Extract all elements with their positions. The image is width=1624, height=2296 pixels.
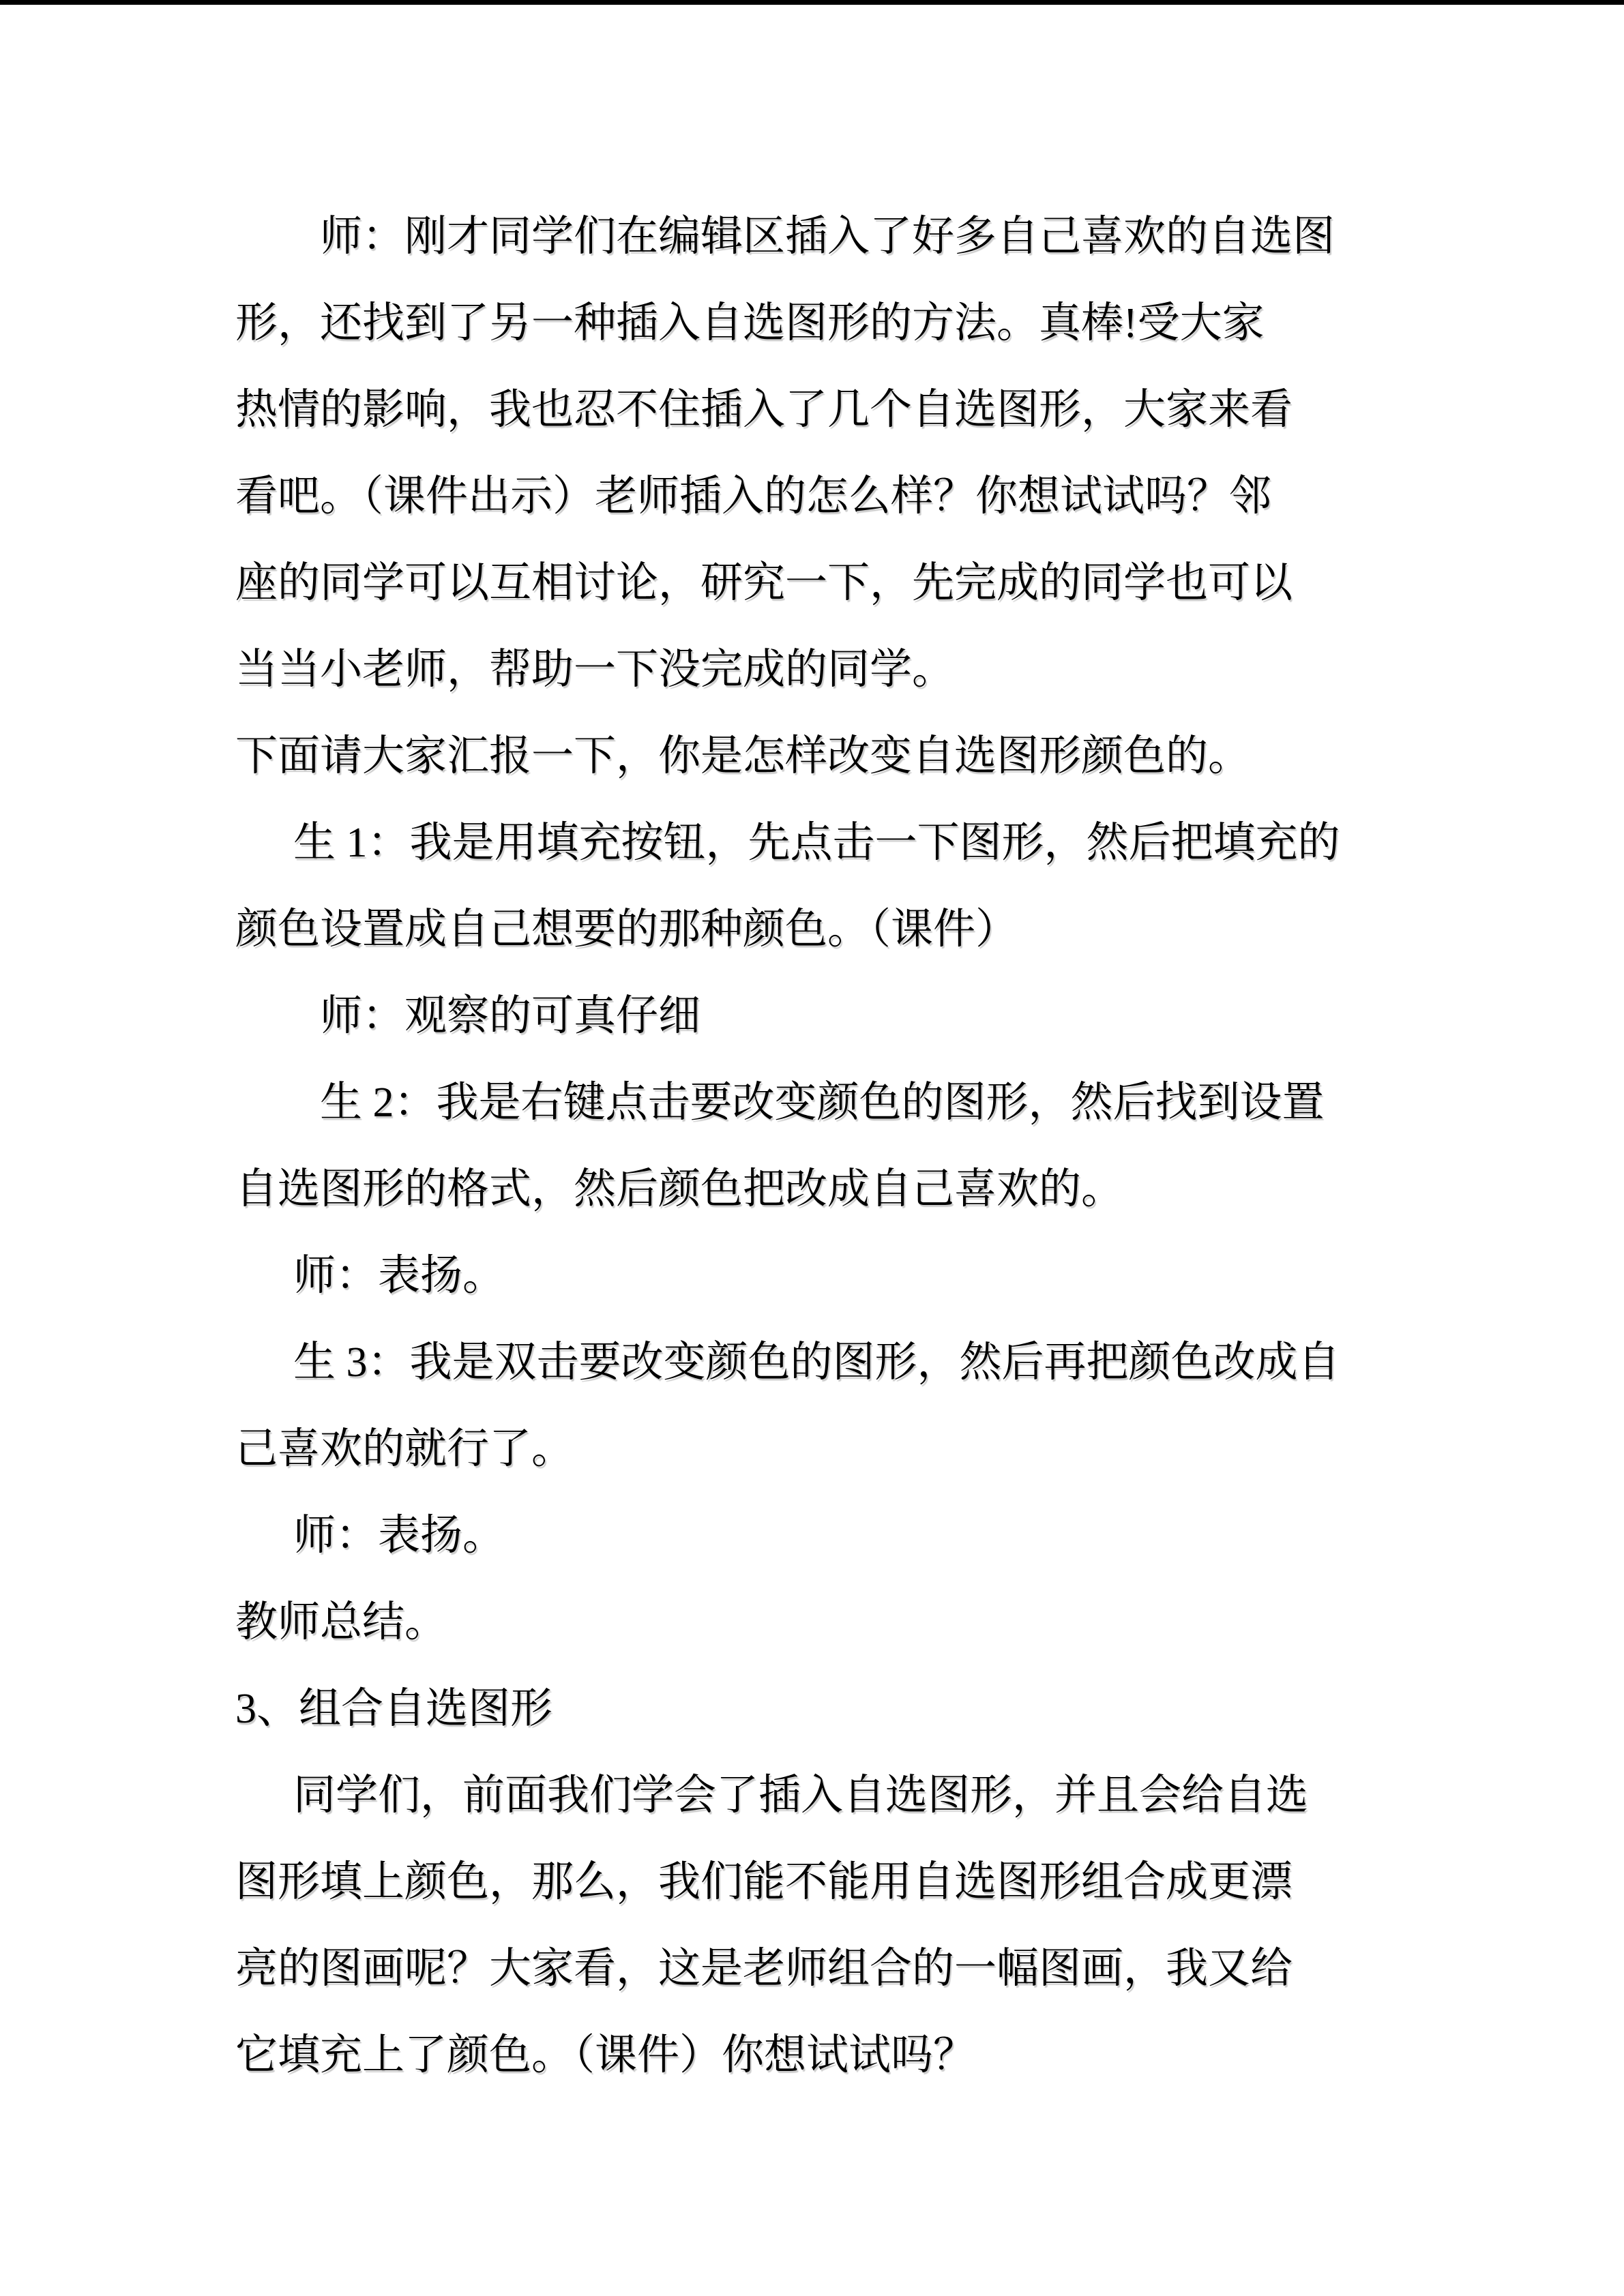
text-line: 师：刚才同学们在编辑区插入了好多自己喜欢的自选图: [320, 213, 1335, 260]
text-line: 教师总结。: [235, 1599, 447, 1645]
document-body: [235, 194, 1368, 2099]
page-top-border-line: [0, 0, 1624, 5]
text-line: 下面请大家汇报一下，你是怎样改变自选图形颜色的。: [235, 733, 1251, 779]
text-line: 图形填上颜色，那么，我们能不能用自选图形组合成更漂: [235, 1859, 1293, 1905]
text-line: 它填充上了颜色。（课件）你想试试吗？: [235, 2032, 976, 2078]
text-line: 3、组合自选图形: [235, 1686, 553, 1732]
text-line: 师：观察的可真仔细: [320, 993, 701, 1039]
text-line: 亮的图画呢？大家看，这是老师组合的一幅图画，我又给: [235, 1945, 1293, 1992]
text-line: 座的同学可以互相讨论，研究一下，先完成的同学也可以: [235, 560, 1293, 606]
text-line: 生 1：我是用填充按钮，先点击一下图形，然后把填充的: [293, 820, 1340, 866]
text-line: 颜色设置成自己想要的那种颜色。（课件）: [235, 906, 1018, 953]
text-line: 己喜欢的就行了。: [235, 1426, 574, 1472]
text-line: 生 3：我是双击要改变颜色的图形，然后再把颜色改成自: [293, 1339, 1340, 1386]
text-line: 师：表扬。: [293, 1253, 505, 1299]
text-line: 师：表扬。: [293, 1512, 505, 1559]
text-line: 自选图形的格式，然后颜色把改成自己喜欢的。: [235, 1166, 1124, 1212]
text-line: 看吧。（课件出示）老师插入的怎么样？你想试试吗？邻: [235, 473, 1272, 520]
text-line: 同学们，前面我们学会了插入自选图形，并且会给自选: [293, 1772, 1309, 1819]
text-line: 热情的影响，我也忍不住插入了几个自选图形，大家来看: [235, 387, 1293, 433]
text-line: 生 2：我是右键点击要改变颜色的图形，然后找到设置: [320, 1079, 1325, 1126]
text-line: 当当小老师，帮助一下没完成的同学。: [235, 646, 955, 693]
text-line: 形，还找到了另一种插入自选图形的方法。真棒!受大家: [235, 300, 1265, 346]
